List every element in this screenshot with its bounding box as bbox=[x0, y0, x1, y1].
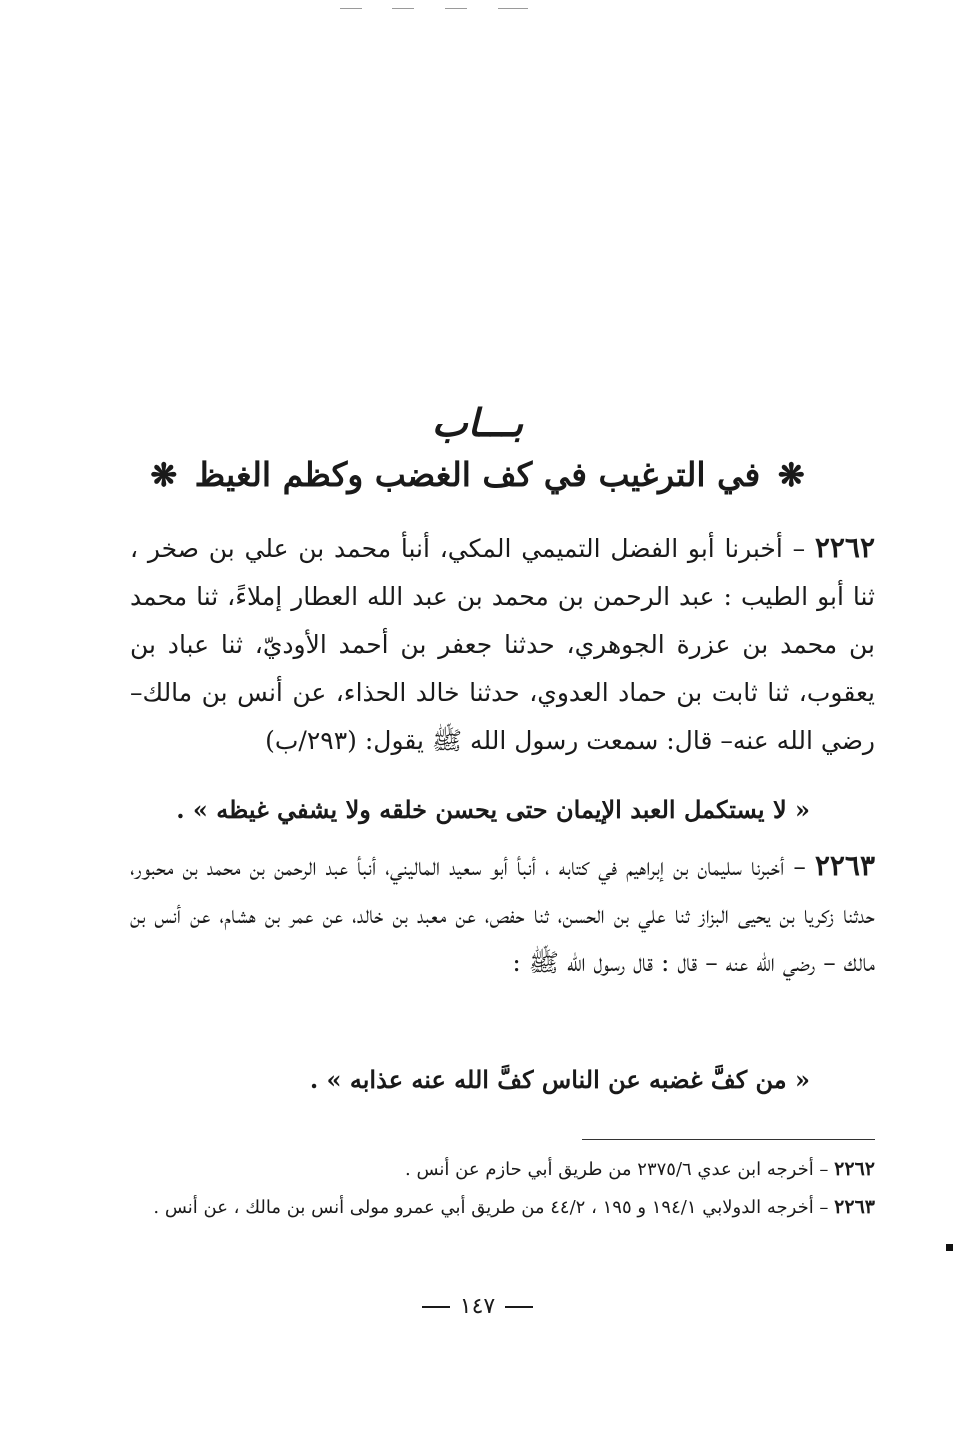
footnote-2263: ٢٢٦٣ – أخرجه الدولابي ١٩٤/١ و ١٩٥ ، ٤٤/٢ من طريق أبي عمرو مولى أنس بن مالك ، عن أنس . bbox=[153, 1196, 875, 1218]
hadith-isnad: أخبرنا سليمان بن إبراهيم في كتابه ، أنبأ أبو سعيد الماليني، أنبأ عبد الرحمن بن محمد بن محبور، حدثنا زكريا بن يحيى البزاز ثنا علي بن الحسن، ثنا حفص، عن معبد بن خالد، عن عمر بن هشام، عن أنس بن مالك – رضي الله عنه – قال : قال رسول الله ﷺ : bbox=[130, 852, 875, 977]
chapter-title-text: في الترغيب في كف الغضب وكظم الغيظ bbox=[194, 455, 761, 494]
star-ornament-icon: ❋ bbox=[777, 456, 805, 494]
hadith-number: ٢٢٦٣ bbox=[814, 849, 875, 882]
footnote-separator bbox=[582, 1139, 875, 1140]
chapter-heading-word: بـــاب bbox=[431, 400, 524, 445]
page-top-marks bbox=[340, 8, 540, 12]
folio-marker: (٢٩٣/ب) bbox=[265, 726, 357, 755]
page-number-value: ١٤٧ bbox=[459, 1294, 496, 1319]
margin-mark bbox=[946, 1244, 953, 1251]
page-number-dash bbox=[505, 1306, 533, 1308]
hadith-number: ٢٢٦٢ bbox=[814, 531, 875, 564]
footnote-2262: ٢٢٦٢ – أخرجه ابن عدي ٢٣٧٥/٦ من طريق أبي حازم عن أنس . bbox=[405, 1158, 875, 1180]
hadith-isnad: أخبرنا أبو الفضل التميمي المكي، أنبأ محمد بن علي بن صخر ، ثنا أبو الطيب : عبد الرحمن بن محمد بن عبد الله العطار إملاءً، ثنا محمد بن محمد بن عزرة الجوهري، حدثنا جعفر بن أحمد الأوديّ، ثنا عباد بن يعقوب، ثنا ثابت بن حماد العدوي، حدثنا خالد الحذاء، عن أنس بن مالك– رضي الله عنه– قال: سمعت رسول الله ﷺ يقول: bbox=[130, 534, 875, 755]
star-ornament-icon: ❋ bbox=[150, 456, 178, 494]
hadith-matn: « لا يستكمل العبد الإيمان حتى يحسن خلقه ولا يشفي غيظه » . bbox=[176, 795, 810, 824]
footnote-number: ٢٢٦٢ bbox=[834, 1158, 875, 1180]
footnote-number: ٢٢٦٣ bbox=[834, 1196, 875, 1218]
hadith-2263: ٢٢٦٣ – أخبرنا سليمان بن إبراهيم في كتابه ، أنبأ أبو سعيد الماليني، أنبأ عبد الرحمن بن محمد بن محبور، حدثنا زكريا بن يحيى البزاز ثنا علي بن الحسن، ثنا حفص، عن معبد بن خالد، عن عمر بن هشام، عن أنس بن مالك – رضي الله عنه – قال : قال رسول الله ﷺ : bbox=[130, 849, 875, 977]
page-number bbox=[0, 1294, 955, 1319]
hadith-matn: « من كفَّ غضبه عن الناس كفَّ الله عنه عذابه » . bbox=[309, 1065, 810, 1094]
footnote-text: أخرجه ابن عدي ٢٣٧٥/٦ من طريق أبي حازم عن أنس . bbox=[405, 1159, 814, 1180]
chapter-title bbox=[0, 455, 955, 494]
page-number-dash bbox=[422, 1306, 450, 1308]
hadith-2262: ٢٢٦٢ – أخبرنا أبو الفضل التميمي المكي، أنبأ محمد بن علي بن صخر ، ثنا أبو الطيب : عبد الرحمن بن محمد بن عبد الله العطار إملاءً، ثنا محمد بن محمد بن عزرة الجوهري، حدثنا جعفر بن أحمد الأوديّ، ثنا عباد بن يعقوب، ثنا ثابت بن حماد العدوي، حدثنا خالد الحذاء، عن أنس بن مالك– رضي الله عنه– قال: سمعت رسول الله ﷺ يقول: (٢٩٣/ب) bbox=[130, 531, 875, 755]
footnote-text: أخرجه الدولابي ١٩٤/١ و ١٩٥ ، ٤٤/٢ من طريق أبي عمرو مولى أنس بن مالك ، عن أنس . bbox=[153, 1197, 814, 1218]
